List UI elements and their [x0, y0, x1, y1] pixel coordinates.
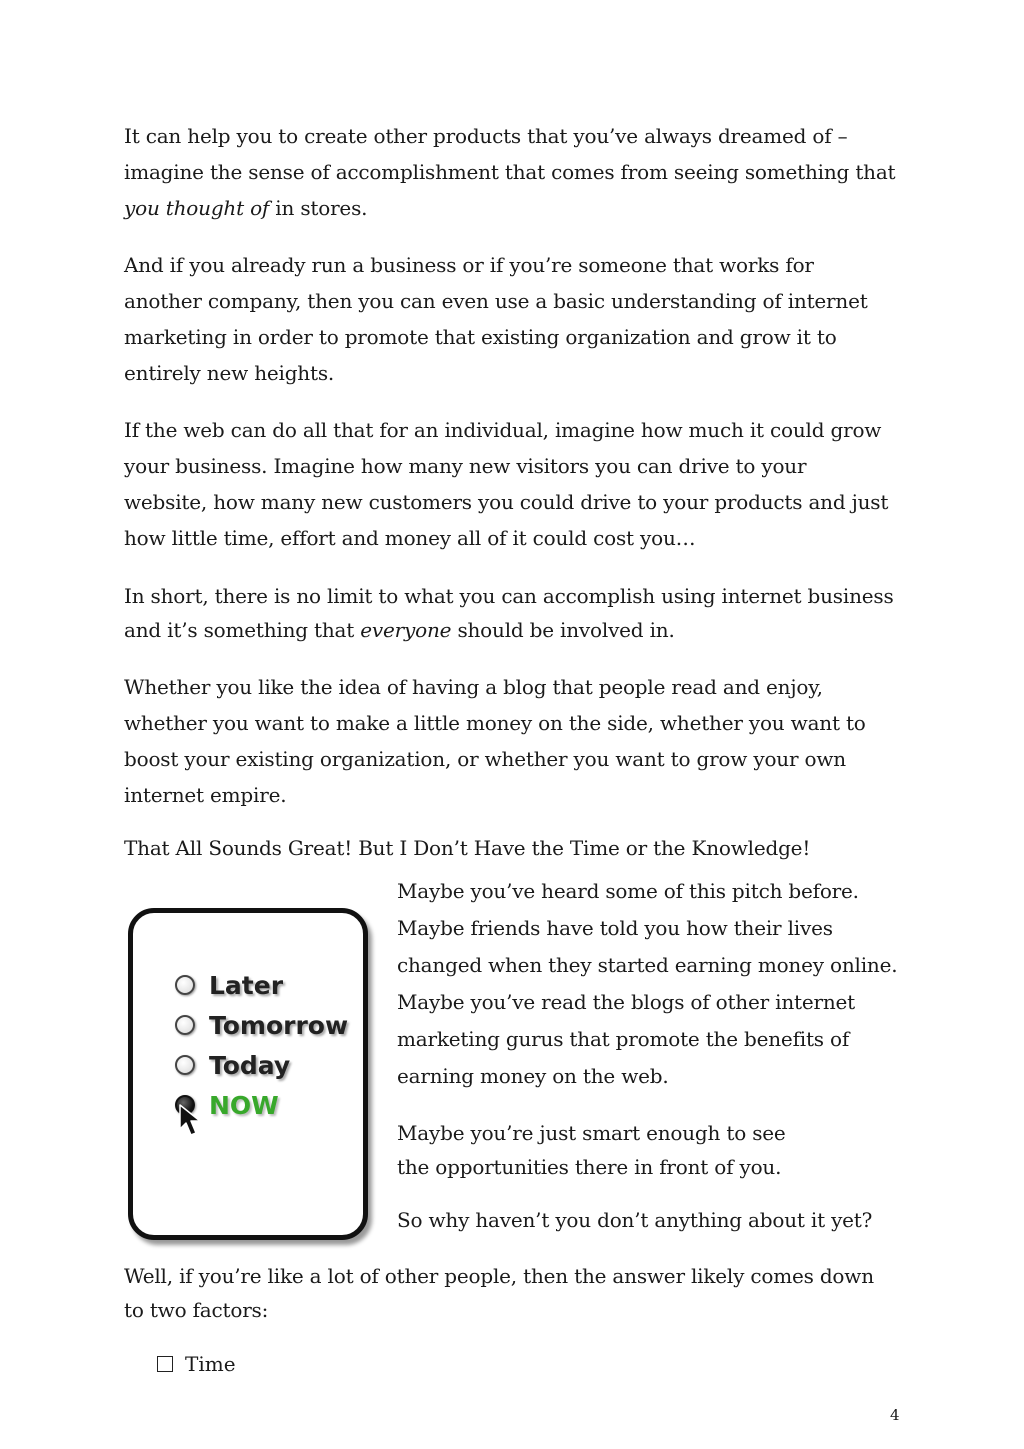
option-label: Today [209, 1050, 291, 1080]
paragraph-line: In short, there is no limit to what you can accomplish using internet business [124, 584, 894, 608]
checkbox-icon [157, 1356, 173, 1372]
paragraph-line: If the web can do all that for an individual, imagine how much it could grow [124, 418, 882, 442]
paragraph-text: and it’s something that [124, 618, 361, 642]
paragraph-line: marketing in order to promote that existing organization and grow it to [124, 325, 837, 349]
italic-phrase: everyone [360, 618, 452, 642]
paragraph-line: Maybe you’ve read the blogs of other internet [397, 990, 856, 1014]
side-paragraph-2 [397, 1116, 786, 1184]
option-label: Later [209, 970, 284, 1000]
radio-icon [175, 975, 195, 995]
paragraph-line: And if you already run a business or if you’re someone that works for [124, 253, 814, 277]
paragraph-line: Maybe friends have told you how their lives [397, 916, 833, 940]
paragraph-1 [124, 118, 895, 226]
paragraph-text: should be involved in. [451, 618, 675, 642]
radio-icon [175, 1055, 195, 1075]
paragraph-line: how little time, effort and money all of it could cost you… [124, 526, 696, 550]
paragraph-text: in stores. [269, 196, 368, 220]
mouse-pointer-icon [177, 1103, 207, 1139]
paragraph-line: changed when they started earning money online. [397, 953, 898, 977]
paragraph-line: marketing gurus that promote the benefits of [397, 1027, 850, 1051]
option-later [175, 969, 283, 1001]
paragraph-3 [124, 412, 888, 556]
side-paragraph-1 [397, 873, 897, 1095]
option-tomorrow [175, 1009, 348, 1041]
paragraph-line [124, 613, 894, 647]
paragraph-line: the opportunities there in front of you. [397, 1155, 782, 1179]
paragraph-line: earning money on the web. [397, 1064, 669, 1088]
list-item-label: Time [185, 1352, 236, 1376]
section-heading: That All Sounds Great! But I Don’t Have the Time or the Knowledge! [124, 836, 811, 860]
paragraph-line: internet empire. [124, 783, 287, 807]
radio-icon [175, 1015, 195, 1035]
paragraph-line: your business. Imagine how many new visitors you can drive to your [124, 454, 807, 478]
choice-illustration [128, 908, 368, 1240]
paragraph-line: So why haven’t you don’t anything about it yet? [397, 1208, 873, 1232]
paragraph-line: another company, then you can even use a basic understanding of internet [124, 289, 868, 313]
paragraph-2 [124, 247, 868, 391]
paragraph-line: boost your existing organization, or whether you want to grow your own [124, 747, 846, 771]
side-paragraph-3 [397, 1202, 872, 1239]
paragraph-line: Maybe you’ve heard some of this pitch before. [397, 879, 859, 903]
option-label: NOW [209, 1090, 279, 1120]
paragraph-line: website, how many new customers you could drive to your products and just [124, 490, 889, 514]
closing-paragraph [124, 1259, 874, 1327]
paragraph-line: whether you want to make a little money on the side, whether you want to [124, 711, 866, 735]
option-label: Tomorrow [209, 1010, 349, 1040]
option-today [175, 1049, 290, 1081]
page-number: 4 [890, 1406, 900, 1424]
paragraph-text: imagine the sense of accomplishment that comes from seeing something that [124, 160, 896, 184]
paragraph-line: to two factors: [124, 1298, 269, 1322]
paragraph-line: Maybe you’re just smart enough to see [397, 1121, 786, 1145]
paragraph-4 [124, 579, 894, 647]
paragraph-line [124, 190, 895, 226]
paragraph-line [124, 154, 895, 190]
paragraph-line: Well, if you’re like a lot of other people, then the answer likely comes down [124, 1264, 874, 1288]
paragraph-line: entirely new heights. [124, 361, 335, 385]
list-item [157, 1346, 236, 1382]
paragraph-line: Whether you like the idea of having a blog that people read and enjoy, [124, 675, 823, 699]
paragraph-5 [124, 669, 866, 813]
italic-phrase: you thought of [124, 196, 270, 220]
paragraph-line: It can help you to create other products that you’ve always dreamed of – [124, 124, 848, 148]
